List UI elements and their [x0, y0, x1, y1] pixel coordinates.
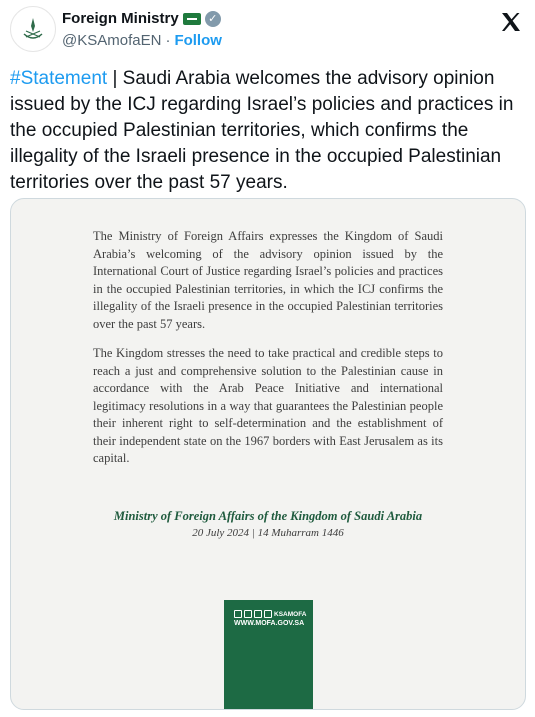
handle-row	[62, 32, 222, 49]
tweet-body: | Saudi Arabia welcomes the advisory opinion issued by the ICJ regarding Israel’s policies and practices in the occupied Palestinian territories, which confirms the illegality of the Israeli presence in the occupied Palestinian territories over the past 57 years.	[10, 68, 514, 193]
tweet-image[interactable]	[10, 198, 526, 710]
statement-paragraph-1: The Ministry of Foreign Affairs expresses the Kingdom of Saudi Arabia’s welcoming of the advisory opinion issued by the International Court of Justice regarding Israel’s policies and practices in the occupied Palestinian territories, in which the ICJ confirms the illegality of the Israeli presence in the occupied Palestinian territories over the past 57 years.	[93, 229, 443, 331]
account-handle[interactable]: @KSAmofaEN	[62, 32, 162, 49]
statement-document	[93, 228, 443, 480]
account-name[interactable]: Foreign Ministry	[62, 10, 179, 27]
ministry-emblem-icon	[16, 12, 50, 46]
verified-badge-icon: ✓	[205, 11, 221, 27]
statement-date: 20 July 2024 | 14 Muharram 1446	[192, 527, 344, 539]
separator-dot: ·	[165, 32, 171, 49]
social-icons-row	[234, 610, 307, 618]
tweet-text	[10, 66, 526, 196]
saudi-flag-icon	[183, 13, 201, 25]
social-icon	[264, 610, 272, 618]
social-handle: KSAMOFA	[274, 610, 307, 618]
website-label: WWW.MOFA.GOV.SA	[234, 620, 305, 627]
social-icon	[254, 610, 262, 618]
mofa-footer-block	[224, 600, 313, 710]
account-avatar[interactable]	[10, 6, 56, 52]
social-icon	[244, 610, 252, 618]
x-logo-icon[interactable]	[499, 10, 523, 34]
hashtag-link[interactable]: #Statement	[10, 68, 108, 89]
tweet-header	[10, 6, 525, 56]
follow-button[interactable]: Follow	[174, 32, 222, 49]
signature: Ministry of Foreign Affairs of the Kingdom of Saudi Arabia	[113, 509, 423, 523]
account-name-row	[62, 10, 221, 27]
social-icon	[234, 610, 242, 618]
statement-paragraph-2: The Kingdom stresses the need to take practical and credible steps to reach a just and comprehensive solution to the Palestinian cause in accordance with the Arab Peace Initiative and international legitimacy resolutions in a way that guarantees the Palestinian people their inherent right to self-determination and the establishment of their independent state on the 1967 borders with East Jerusalem as its capital.	[93, 346, 443, 465]
